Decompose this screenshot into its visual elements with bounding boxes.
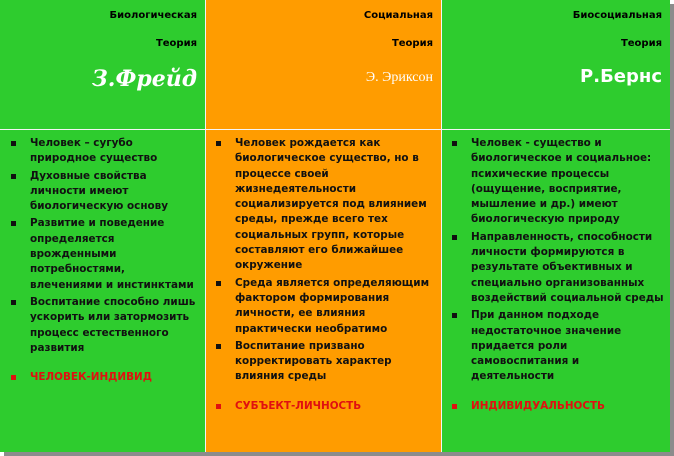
list-item: Человек - существо и биологическое и социальное: психические процессы (ощущение, восприятие, мышление и др.) имеют биологическую природу <box>445 136 665 228</box>
list-item: Направленность, способности личности формируются в результате объективных и специально организованных воздействий социальной среды <box>445 230 665 306</box>
list-item: При данном подходе недостаточное значение придается роли самовоспитания и деятельности <box>445 308 665 384</box>
list-item: Воспитание призвано корректировать характер влияния среды <box>209 339 435 385</box>
list-item: Человек рождается как биологическое существо, но в процессе своей жизнедеятельности социализируется под влиянием среды, прежде всего тех социальных групп, которые составляют его ближайшее окружение <box>209 136 435 274</box>
list-item: Духовные свойства личности имеют биологическую основу <box>4 169 200 215</box>
list-item: Развитие и поведение определяется врожденными потребностями, влечениями и инстинктами <box>4 216 200 292</box>
square-bullet-icon <box>11 141 16 146</box>
author-name: Э. Эриксон <box>365 70 433 85</box>
header-biological <box>0 0 205 129</box>
conclusion-item: ЧЕЛОВЕК-ИНДИВИД <box>4 370 200 385</box>
header-subtitle: Теория <box>155 38 197 49</box>
biological-points <box>4 136 200 387</box>
list-item: Среда является определяющим фактором формирования личности, ее влияния практически необратимо <box>209 276 435 337</box>
author-name: З.Фрейд <box>91 66 197 92</box>
list-item: Человек – сугубо природное существо <box>4 136 200 167</box>
biosocial-points <box>445 136 665 416</box>
square-bullet-icon <box>452 404 457 409</box>
square-bullet-icon <box>11 221 16 226</box>
square-bullet-icon <box>11 375 16 380</box>
square-bullet-icon <box>452 313 457 318</box>
square-bullet-icon <box>216 344 221 349</box>
header-divider <box>0 129 670 130</box>
header-subtitle: Теория <box>391 38 433 49</box>
author-name: Р.Бернс <box>580 66 662 87</box>
header-title: Биосоциальная <box>572 10 662 21</box>
header-subtitle: Теория <box>620 38 662 49</box>
header-biosocial <box>441 0 670 129</box>
square-bullet-icon <box>216 141 221 146</box>
social-points <box>209 136 435 416</box>
square-bullet-icon <box>452 141 457 146</box>
square-bullet-icon <box>11 300 16 305</box>
list-item: Воспитание способно лишь ускорить или затормозить процесс естественного развития <box>4 295 200 356</box>
header-title: Биологическая <box>109 10 197 21</box>
square-bullet-icon <box>452 235 457 240</box>
square-bullet-icon <box>11 174 16 179</box>
header-social <box>205 0 441 129</box>
conclusion-item: ИНДИВИДУАЛЬНОСТЬ <box>445 399 665 414</box>
square-bullet-icon <box>216 281 221 286</box>
header-title: Социальная <box>363 10 433 21</box>
square-bullet-icon <box>216 404 221 409</box>
conclusion-item: СУБЪЕКТ-ЛИЧНОСТЬ <box>209 399 435 414</box>
